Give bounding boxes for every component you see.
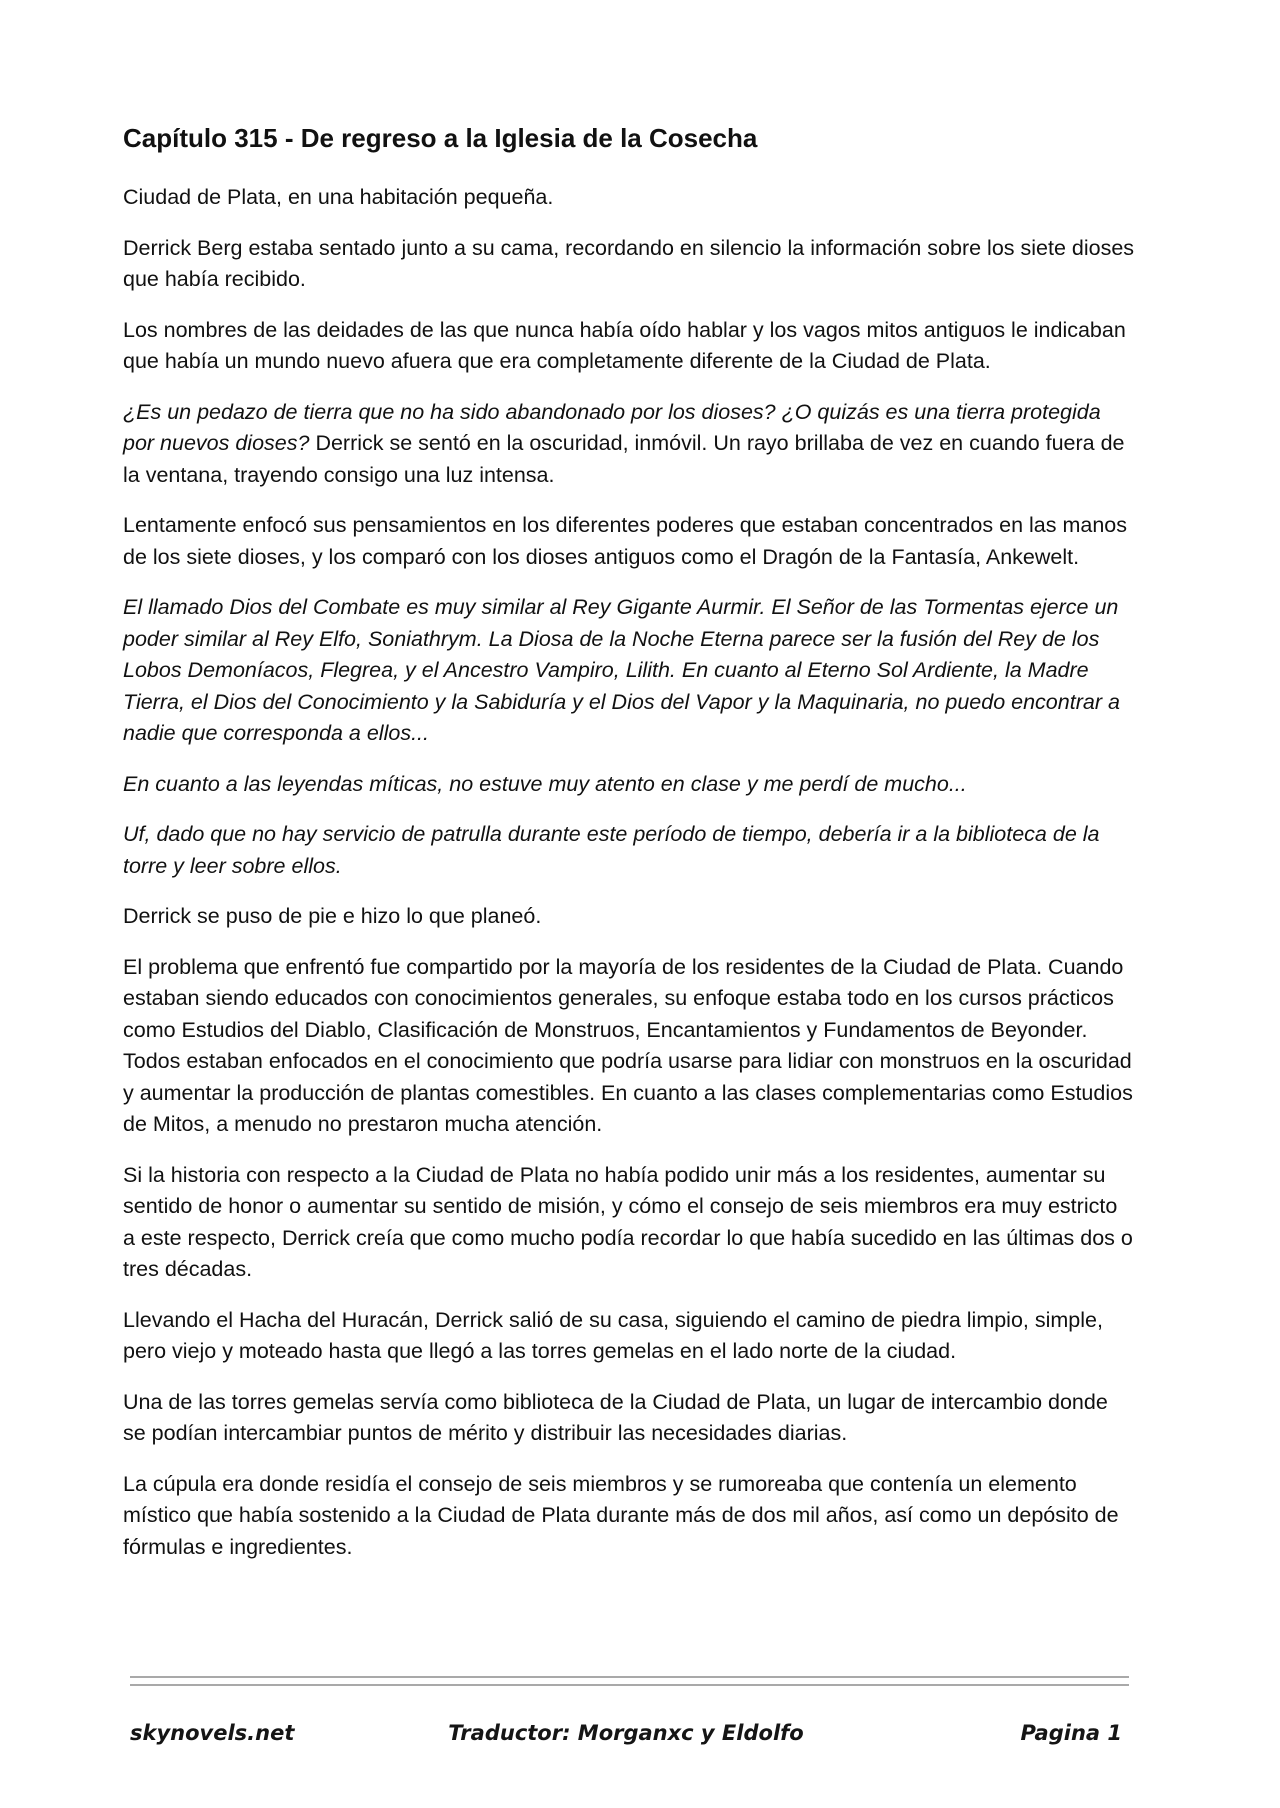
paragraph-10: El problema que enfrentó fue compartido por la mayoría de los residentes de la Ciudad de Plata. Cuando estaban siendo educados con conocimientos generales, su enfoque estaba todo en los cursos prácticos como Estudios del Diablo, Clasificación de Monstruos, Encantamientos y Fundamentos de Beyonder. Todos estaban enfocados en el conocimiento que podría usarse para lidiar con monstruos en la oscuridad y aumentar la producción de plantas comestibles. En cuanto a las clases complementarias como Estudios de Mitos, a menudo no prestaron mucha atención. xyxy=(123,954,1133,1136)
paragraph-1: Ciudad de Plata, en una habitación pequeña. xyxy=(123,185,554,209)
paragraph-13: Una de las torres gemelas servía como biblioteca de la Ciudad de Plata, un lugar de intercambio donde se podían intercambiar puntos de mérito y distribuir las necesidades diarias. xyxy=(123,1389,1108,1445)
chapter-title: Capítulo 315 - De regreso a la Iglesia de la Cosecha xyxy=(123,123,758,153)
paragraph-3: Los nombres de las deidades de las que nunca había oído hablar y los vagos mitos antiguos le indicaban que había un mundo nuevo afuera que era completamente diferente de la Ciudad de Plata. xyxy=(123,317,1126,373)
paragraph-9: Derrick se puso de pie e hizo lo que planeó. xyxy=(123,904,542,928)
paragraph-14: La cúpula era donde residía el consejo de seis miembros y se rumoreaba que contenía un elemento místico que había sostenido a la Ciudad de Plata durante más de dos mil años, así como un depósito de fórmulas e ingredientes. xyxy=(123,1471,1119,1559)
paragraph-11: Si la historia con respecto a la Ciudad de Plata no había podido unir más a los residentes, aumentar su sentido de honor o aumentar su sentido de misión, y cómo el consejo de seis miembros era muy estricto a este respecto, Derrick creía que como mucho podía recordar lo que había sucedido en las últimas dos o tres décadas. xyxy=(123,1162,1133,1281)
footer-divider-bottom xyxy=(130,1684,1129,1686)
paragraph-4-narration: Derrick se sentó en la oscuridad, inmóvil. Un rayo brillaba de vez en cuando fuera de la ventana, trayendo consigo una luz intensa. xyxy=(123,431,1125,487)
footer-site: skynovels.net xyxy=(130,1721,295,1745)
document-body xyxy=(123,122,1135,1582)
page-footer xyxy=(130,1716,1122,1750)
footer-divider-top xyxy=(130,1676,1129,1678)
paragraph-7: En cuanto a las leyendas míticas, no estuve muy atento en clase y me perdí de mucho... xyxy=(123,771,967,796)
footer-translator: Traductor: Morganxc y Eldolfo xyxy=(448,1721,804,1745)
paragraph-6: El llamado Dios del Combate es muy similar al Rey Gigante Aurmir. El Señor de las Tormentas ejerce un poder similar al Rey Elfo, Soniathrym. La Diosa de la Noche Eterna parece ser la fusión del Rey de los Lobos Demoníacos, Flegrea, y el Ancestro Vampiro, Lilith. En cuanto al Eterno Sol Ardiente, la Madre Tierra, el Dios del Conocimiento y la Sabiduría y el Dios del Vapor y la Maquinaria, no puedo encontrar a nadie que corresponda a ellos... xyxy=(123,595,1120,745)
footer-page-number: Pagina 1 xyxy=(1020,1721,1122,1745)
paragraph-12: Llevando el Hacha del Huracán, Derrick salió de su casa, siguiendo el camino de piedra limpio, simple, pero viejo y moteado hasta que llegó a las torres gemelas en el lado norte de la ciudad. xyxy=(123,1307,1103,1363)
paragraph-2: Derrick Berg estaba sentado junto a su cama, recordando en silencio la información sobre los siete dioses que había recibido. xyxy=(123,235,1135,291)
paragraph-8: Uf, dado que no hay servicio de patrulla durante este período de tiempo, debería ir a la biblioteca de la torre y leer sobre ellos. xyxy=(123,822,1100,878)
paragraph-5: Lentamente enfocó sus pensamientos en los diferentes poderes que estaban concentrados en las manos de los siete dioses, y los comparó con los dioses antiguos como el Dragón de la Fantasía, Ankewelt. xyxy=(123,513,1127,569)
paragraph-4 xyxy=(123,397,1135,492)
paragraph-4-thought: ¿Es un pedazo de tierra que no ha sido abandonado por los dioses? ¿O quizás es una tierra protegida por nuevos dioses? xyxy=(123,399,1101,455)
